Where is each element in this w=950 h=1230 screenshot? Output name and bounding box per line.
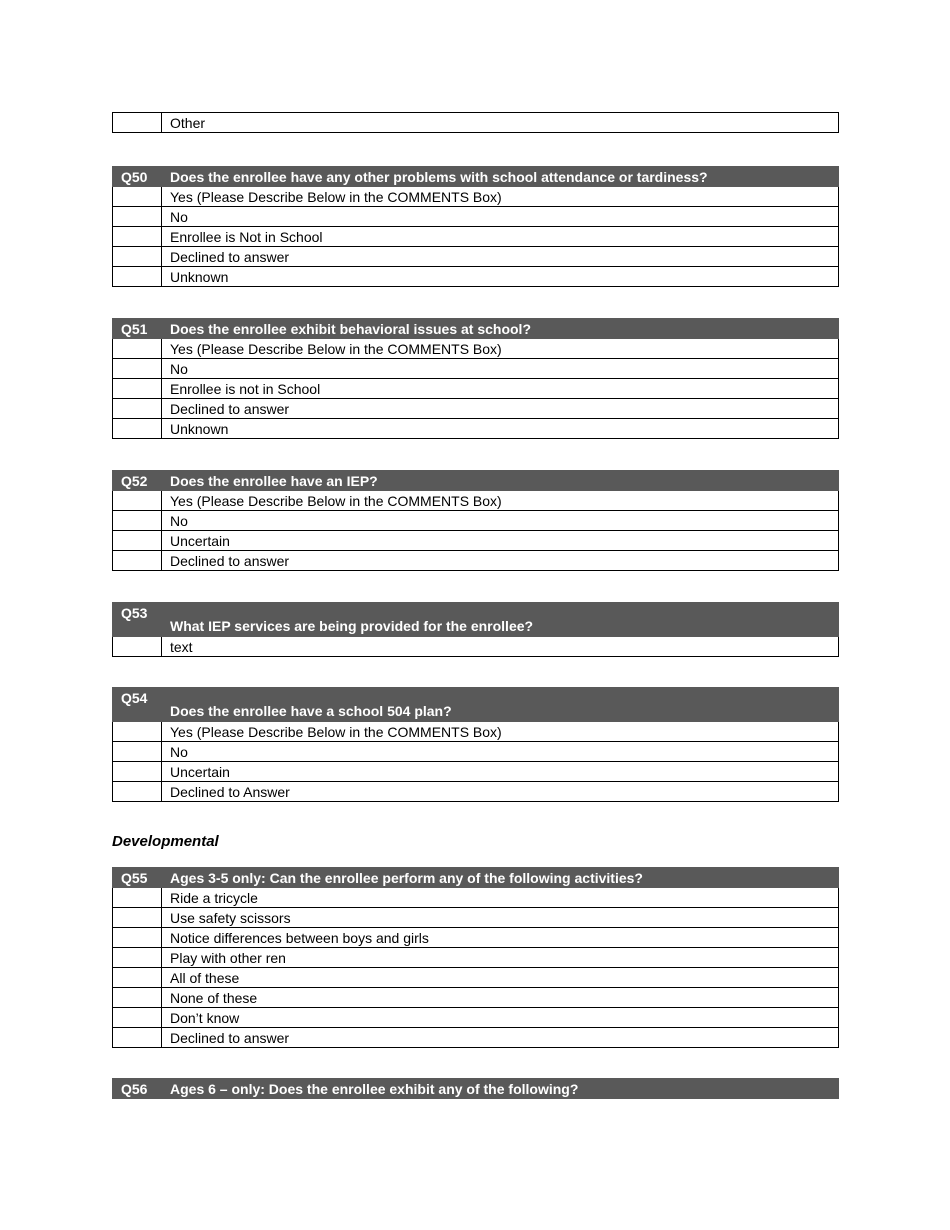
option-label: Unknown [162,419,839,439]
option-checkbox[interactable] [113,113,162,133]
option-checkbox[interactable] [113,1028,162,1048]
option-row[interactable] [113,399,839,419]
option-label: Yes (Please Describe Below in the COMMENTS Box) [162,491,839,511]
option-label: Use safety scissors [162,908,839,928]
question-q55 [112,867,839,1048]
option-row[interactable] [113,742,839,762]
question-number: Q52 [113,471,162,491]
option-checkbox[interactable] [113,762,162,782]
option-row[interactable] [113,531,839,551]
option-label: Uncertain [162,762,839,782]
option-row[interactable] [113,1028,839,1048]
option-label: Don’t know [162,1008,839,1028]
option-label: Enrollee is not in School [162,379,839,399]
option-checkbox[interactable] [113,207,162,227]
section-heading-developmental: Developmental [112,833,219,850]
option-row[interactable] [113,339,839,359]
option-label: Notice differences between boys and girls [162,928,839,948]
option-checkbox[interactable] [113,722,162,742]
option-label: Ride a tricycle [162,888,839,908]
option-checkbox[interactable] [113,1008,162,1028]
option-checkbox[interactable] [113,948,162,968]
question-q51 [112,318,839,439]
option-row[interactable] [113,207,839,227]
option-row[interactable] [113,1008,839,1028]
question-number: Q51 [113,319,162,339]
option-checkbox[interactable] [113,531,162,551]
option-label: No [162,511,839,531]
question-header [113,319,839,339]
question-text: Ages 6 – only: Does the enrollee exhibit any of the following? [162,1079,839,1099]
question-text: Does the enrollee exhibit behavioral issues at school? [162,319,839,339]
question-number: Q53 [113,603,162,637]
question-number: Q55 [113,868,162,888]
option-checkbox[interactable] [113,379,162,399]
question-header [113,603,839,637]
option-label: Yes (Please Describe Below in the COMMENTS Box) [162,722,839,742]
option-row[interactable] [113,359,839,379]
option-label: Other [162,113,839,133]
option-row[interactable] [113,637,839,657]
option-checkbox[interactable] [113,988,162,1008]
option-checkbox[interactable] [113,888,162,908]
option-row[interactable] [113,113,839,133]
option-row[interactable] [113,511,839,531]
question-q56 [112,1078,839,1099]
option-label: Yes (Please Describe Below in the COMMENTS Box) [162,187,839,207]
question-header [113,167,839,187]
question-header [113,868,839,888]
question-text: Does the enrollee have any other problems with school attendance or tardiness? [162,167,839,187]
question-q52 [112,470,839,571]
option-checkbox[interactable] [113,928,162,948]
option-label: Play with other ren [162,948,839,968]
option-row[interactable] [113,722,839,742]
option-checkbox[interactable] [113,247,162,267]
question-header [113,688,839,722]
option-label: Declined to Answer [162,782,839,802]
option-checkbox[interactable] [113,742,162,762]
option-row[interactable] [113,227,839,247]
option-label: None of these [162,988,839,1008]
option-row[interactable] [113,968,839,988]
option-row[interactable] [113,419,839,439]
question-header [113,1079,839,1099]
option-checkbox[interactable] [113,491,162,511]
option-label: Yes (Please Describe Below in the COMMENTS Box) [162,339,839,359]
option-checkbox[interactable] [113,637,162,657]
option-label: Declined to answer [162,551,839,571]
question-number: Q54 [113,688,162,722]
option-row[interactable] [113,782,839,802]
option-label: All of these [162,968,839,988]
option-checkbox[interactable] [113,359,162,379]
option-row[interactable] [113,379,839,399]
option-row[interactable] [113,928,839,948]
question-q53 [112,602,839,657]
option-row[interactable] [113,948,839,968]
question-q54 [112,687,839,802]
option-checkbox[interactable] [113,187,162,207]
question-text: Does the enrollee have a school 504 plan? [162,688,839,722]
option-row[interactable] [113,247,839,267]
question-number: Q56 [113,1079,162,1099]
option-checkbox[interactable] [113,782,162,802]
option-checkbox[interactable] [113,968,162,988]
option-checkbox[interactable] [113,267,162,287]
option-row[interactable] [113,267,839,287]
option-checkbox[interactable] [113,419,162,439]
option-checkbox[interactable] [113,227,162,247]
option-checkbox[interactable] [113,399,162,419]
question-number: Q50 [113,167,162,187]
option-row[interactable] [113,762,839,782]
question-text: Ages 3-5 only: Can the enrollee perform any of the following activities? [162,868,839,888]
option-checkbox[interactable] [113,339,162,359]
question-header [113,471,839,491]
option-checkbox[interactable] [113,908,162,928]
option-label: Declined to answer [162,399,839,419]
option-checkbox[interactable] [113,551,162,571]
option-row[interactable] [113,988,839,1008]
option-row[interactable] [113,908,839,928]
question-q50 [112,166,839,287]
option-row[interactable] [113,187,839,207]
question-q49-tail [112,112,839,133]
option-row[interactable] [113,491,839,511]
option-label: No [162,359,839,379]
question-text: Does the enrollee have an IEP? [162,471,839,491]
option-label: No [162,742,839,762]
option-label: Enrollee is Not in School [162,227,839,247]
option-label: text [162,637,839,657]
option-label: Unknown [162,267,839,287]
option-row[interactable] [113,551,839,571]
option-label: Uncertain [162,531,839,551]
option-label: No [162,207,839,227]
option-label: Declined to answer [162,247,839,267]
option-label: Declined to answer [162,1028,839,1048]
option-checkbox[interactable] [113,511,162,531]
question-text: What IEP services are being provided for the enrollee? [162,603,839,637]
option-row[interactable] [113,888,839,908]
